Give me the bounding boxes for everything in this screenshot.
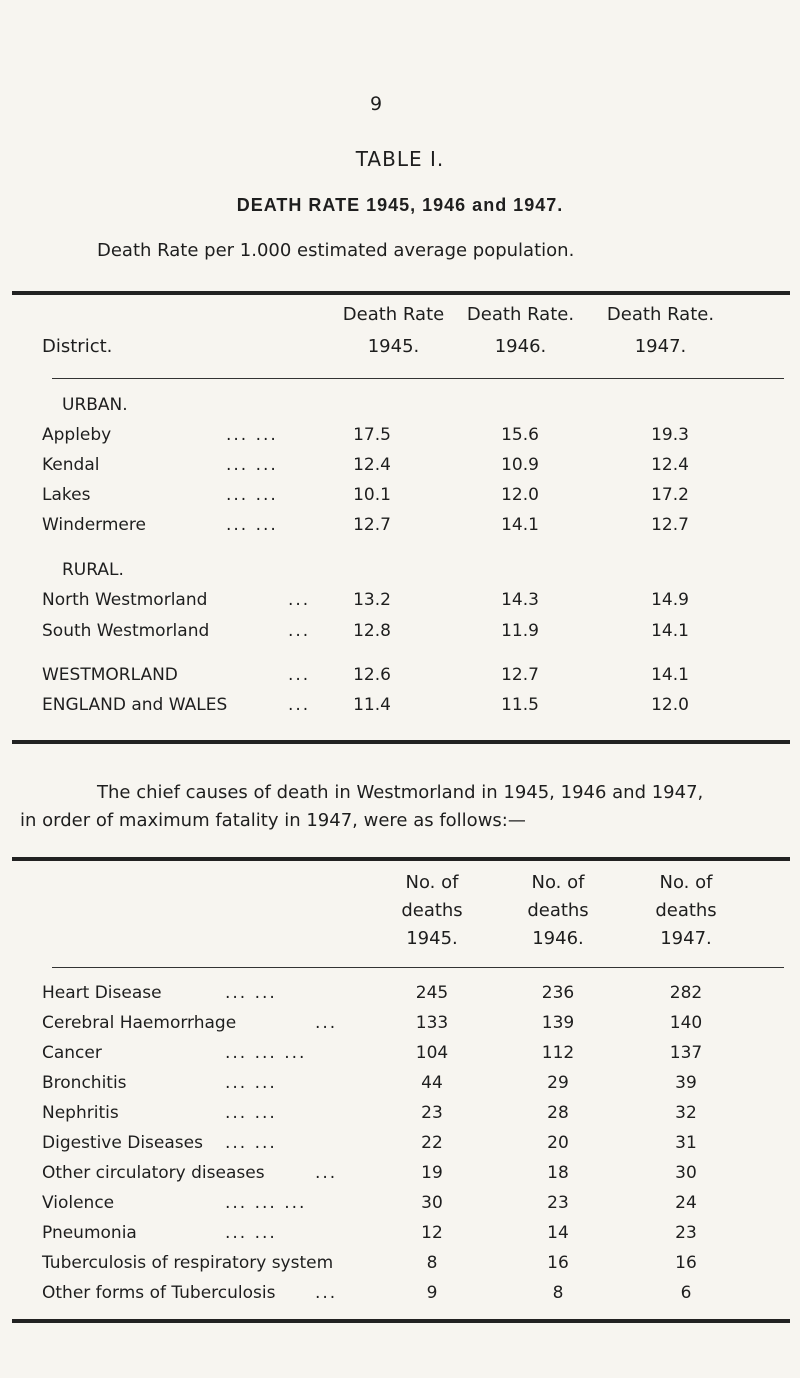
table-row-label: Nephritis [42, 1103, 119, 1123]
section-label-urban: URBAN. [62, 395, 128, 415]
t2-header-1947-l2: deaths [655, 900, 717, 921]
table1-bottom-rule [12, 740, 790, 744]
row-name: Appleby [42, 425, 112, 445]
table-row-label: Bronchitis [42, 1073, 127, 1093]
table-row-label: Digestive Diseases [42, 1133, 203, 1153]
leader-dots: ... ... [226, 455, 278, 475]
deaths-1946: 29 [547, 1073, 569, 1093]
table-row-label: Other forms of Tuberculosis [42, 1283, 276, 1303]
t2-header-1945-l2: deaths [401, 900, 463, 921]
deaths-1945: 133 [415, 1013, 449, 1033]
deaths-1945: 44 [421, 1073, 443, 1093]
t1-header-1946-top: Death Rate. [466, 304, 575, 325]
leader-dots: ... ... [225, 983, 277, 1003]
deaths-1946: 112 [541, 1043, 575, 1063]
deaths-1946: 8 [552, 1283, 564, 1303]
deaths-1946: 20 [547, 1133, 569, 1153]
t2-header-1946-l1: No. of [531, 872, 585, 893]
deaths-1947: 23 [675, 1223, 697, 1243]
table2-header-rule [52, 967, 784, 968]
deaths-1945: 19 [421, 1163, 443, 1183]
leader-dots: ... ... [226, 425, 278, 445]
deaths-1945: 245 [415, 983, 449, 1003]
leader-dots: ... [315, 1283, 338, 1303]
t1-header-1947-top: Death Rate. [606, 304, 715, 325]
deaths-1945: 22 [421, 1133, 443, 1153]
deaths-1946: 18 [547, 1163, 569, 1183]
leader-dots: ... [288, 621, 311, 641]
table-row-label: Violence [42, 1193, 115, 1213]
leader-dots: ... [315, 1163, 338, 1183]
t1-header-1946-bottom: 1946. [494, 336, 547, 357]
leader-dots: ... ... [225, 1073, 277, 1093]
leader-dots: ... [288, 665, 311, 685]
value-1945: 12.8 [353, 621, 391, 641]
paragraph-line-2: in order of maximum fatality in 1947, were as follows:— [20, 810, 526, 831]
deaths-1947: 32 [675, 1103, 697, 1123]
value-1947: 17.2 [651, 485, 689, 505]
value-1945: 12.4 [353, 455, 391, 475]
value-1947: 12.0 [651, 695, 689, 715]
table-subtitle: DEATH RATE 1945, 1946 and 1947. [236, 195, 564, 215]
value-1947: 19.3 [651, 425, 689, 445]
table1-header-rule [52, 378, 784, 379]
leader-dots: ... ... [225, 1223, 277, 1243]
leader-dots: ... [288, 590, 311, 610]
deaths-1945: 104 [415, 1043, 449, 1063]
value-1946: 14.1 [501, 515, 539, 535]
deaths-1947: 39 [675, 1073, 697, 1093]
table2-bottom-rule [12, 1319, 790, 1323]
table1-top-rule [12, 291, 790, 295]
value-1946: 12.7 [501, 665, 539, 685]
table2-top-rule [12, 857, 790, 861]
table-row-label: Heart Disease [42, 983, 162, 1003]
deaths-1947: 31 [675, 1133, 697, 1153]
leader-dots: ... ... [225, 1133, 277, 1153]
row-name: Kendal [42, 455, 100, 475]
row-name: South Westmorland [42, 621, 210, 641]
deaths-1946: 28 [547, 1103, 569, 1123]
section-label-rural: RURAL. [62, 560, 124, 580]
leader-dots: ... ... ... [225, 1193, 307, 1213]
t1-header-1945-top: Death Rate [342, 304, 445, 325]
deaths-1945: 9 [426, 1283, 438, 1303]
row-name: WESTMORLAND [42, 665, 178, 685]
deaths-1945: 23 [421, 1103, 443, 1123]
table-row-label: Other circulatory diseases [42, 1163, 265, 1183]
deaths-1946: 14 [547, 1223, 569, 1243]
value-1945: 12.7 [353, 515, 391, 535]
deaths-1946: 236 [541, 983, 575, 1003]
leader-dots: ... [288, 695, 311, 715]
t2-header-1946-l3: 1946. [532, 928, 584, 949]
t2-header-1947-l3: 1947. [660, 928, 712, 949]
table-row-label: Tuberculosis of respiratory system [42, 1253, 334, 1273]
value-1946: 14.3 [501, 590, 539, 610]
row-name: North Westmorland [42, 590, 208, 610]
t1-header-1947-bottom: 1947. [634, 336, 687, 357]
row-name: Lakes [42, 485, 91, 505]
t1-header-1945-bottom: 1945. [367, 336, 420, 357]
value-1945: 17.5 [353, 425, 391, 445]
value-1947: 12.4 [651, 455, 689, 475]
deaths-1947: 16 [675, 1253, 697, 1273]
deaths-1947: 30 [675, 1163, 697, 1183]
deaths-1945: 30 [421, 1193, 443, 1213]
deaths-1947: 137 [669, 1043, 703, 1063]
value-1946: 10.9 [501, 455, 539, 475]
t2-header-1946-l2: deaths [527, 900, 589, 921]
value-1946: 11.9 [501, 621, 539, 641]
table-row-label: Cerebral Haemorrhage [42, 1013, 237, 1033]
deaths-1945: 8 [426, 1253, 438, 1273]
deaths-1946: 16 [547, 1253, 569, 1273]
deaths-1946: 139 [541, 1013, 575, 1033]
deaths-1947: 140 [669, 1013, 703, 1033]
value-1945: 12.6 [353, 665, 391, 685]
paragraph-line-1: The chief causes of death in Westmorland in 1945, 1946 and 1947, [97, 782, 704, 803]
row-name: ENGLAND and WALES [42, 695, 228, 715]
leader-dots: ... ... [225, 1103, 277, 1123]
value-1947: 14.1 [651, 621, 689, 641]
t2-header-1945-l3: 1945. [406, 928, 458, 949]
table-title: TABLE I. [355, 147, 445, 171]
value-1946: 12.0 [501, 485, 539, 505]
deaths-1945: 12 [421, 1223, 443, 1243]
table-row-label: Pneumonia [42, 1223, 137, 1243]
leader-dots: ... ... ... [225, 1043, 307, 1063]
value-1945: 13.2 [353, 590, 391, 610]
deaths-1947: 282 [669, 983, 703, 1003]
value-1947: 14.1 [651, 665, 689, 685]
row-name: Windermere [42, 515, 146, 535]
table-row-label: Cancer [42, 1043, 102, 1063]
leader-dots: ... [315, 1013, 338, 1033]
value-1945: 11.4 [353, 695, 391, 715]
t1-header-district: District. [42, 336, 113, 357]
deaths-1947: 24 [675, 1193, 697, 1213]
table-caption: Death Rate per 1.000 estimated average population. [97, 240, 575, 261]
leader-dots: ... ... [226, 515, 278, 535]
deaths-1946: 23 [547, 1193, 569, 1213]
page-number: 9 [370, 93, 383, 115]
t2-header-1947-l1: No. of [659, 872, 713, 893]
value-1945: 10.1 [353, 485, 391, 505]
t2-header-1945-l1: No. of [405, 872, 459, 893]
deaths-1947: 6 [680, 1283, 692, 1303]
value-1947: 14.9 [651, 590, 689, 610]
leader-dots: ... ... [226, 485, 278, 505]
value-1947: 12.7 [651, 515, 689, 535]
value-1946: 11.5 [501, 695, 539, 715]
value-1946: 15.6 [501, 425, 539, 445]
